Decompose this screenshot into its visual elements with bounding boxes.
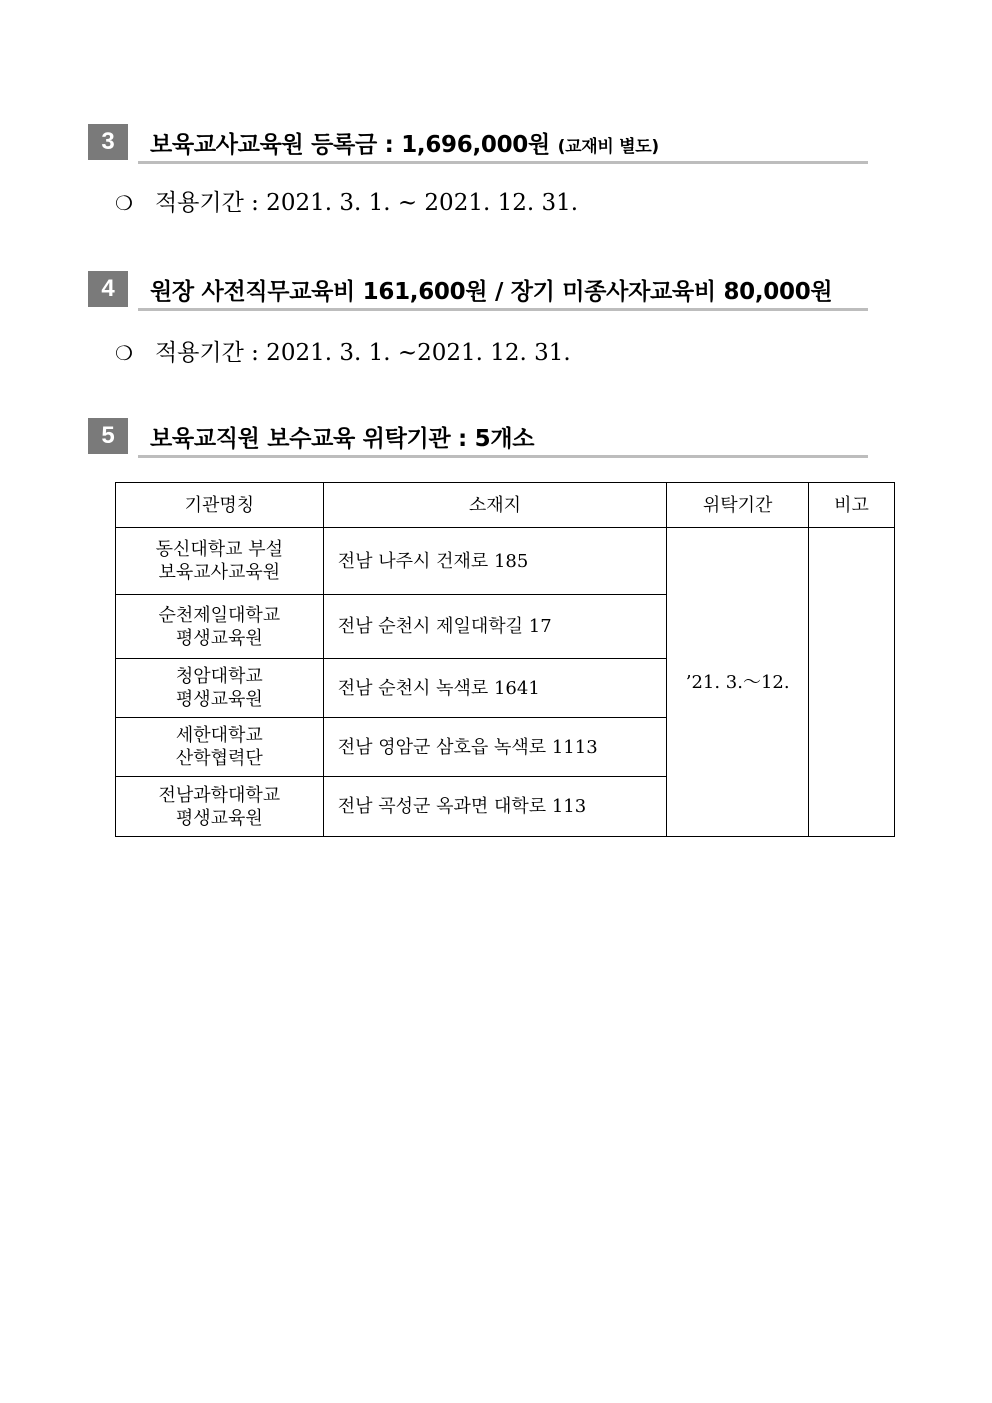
section-5-header — [88, 418, 868, 458]
institution-table — [115, 482, 895, 837]
address-cell: 전남 나주시 건재로 185 — [323, 528, 667, 595]
bullet-circle-icon: ❍ — [115, 341, 133, 365]
institution-name-cell — [116, 659, 324, 718]
section-title-text: 보육교직원 보수교육 위탁기관 : 5개소 — [150, 426, 535, 452]
institution-name-line: 산학협력단 — [175, 748, 263, 769]
period-cell: ’21. 3.～12. — [667, 528, 809, 837]
institution-name-line: 보육교사교육원 — [158, 562, 281, 583]
institution-name-cell — [116, 595, 324, 659]
institution-name-line: 평생교육원 — [175, 807, 263, 829]
header-name: 기관명칭 — [116, 483, 324, 528]
section-3-bullet — [115, 184, 578, 217]
table-header-row — [116, 483, 895, 528]
section-number-badge: 4 — [88, 271, 128, 307]
section-3-header — [88, 124, 868, 164]
institution-name-line: 전남과학대학교 — [158, 784, 281, 806]
address-cell: 전남 곡성군 옥과면 대학로 113 — [323, 777, 667, 837]
section-underline — [138, 161, 868, 164]
institution-name-cell — [116, 718, 324, 777]
table-row — [116, 528, 895, 595]
address-cell: 전남 영암군 삼호읍 녹색로 1113 — [323, 718, 667, 777]
header-address: 소재지 — [323, 483, 667, 528]
section-number-badge: 5 — [88, 418, 128, 454]
header-note: 비고 — [809, 483, 895, 528]
bullet-text: 적용기간 : 2021. 3. 1. ~ 2021. 12. 31. — [154, 190, 579, 216]
section-4-bullet — [115, 334, 571, 367]
section-4-header — [88, 271, 868, 311]
section-title-text: 원장 사전직무교육비 161,600원 / 장기 미종사자교육비 80,000원 — [150, 279, 833, 305]
institution-name-cell — [116, 528, 324, 595]
address-cell: 전남 순천시 제일대학길 17 — [323, 595, 667, 659]
section-title — [150, 126, 659, 159]
section-title — [150, 273, 832, 306]
bullet-text: 적용기간 : 2021. 3. 1. ~2021. 12. 31. — [154, 340, 571, 366]
section-title — [150, 420, 534, 453]
section-title-note: (교재비 별도) — [557, 137, 659, 157]
institution-name-line: 세한대학교 — [175, 725, 263, 746]
address-cell: 전남 순천시 녹색로 1641 — [323, 659, 667, 718]
section-title-text: 보육교사교육원 등록금 : 1,696,000원 — [150, 132, 550, 158]
institution-name-line: 청암대학교 — [175, 666, 263, 687]
institution-name-line: 동신대학교 부설 — [155, 539, 284, 560]
institution-name-line: 평생교육원 — [175, 627, 263, 649]
institution-name-line: 순천제일대학교 — [158, 604, 281, 626]
section-underline — [138, 455, 868, 458]
institution-name-cell — [116, 777, 324, 837]
section-number-badge: 3 — [88, 124, 128, 160]
header-period: 위탁기간 — [667, 483, 809, 528]
note-cell — [809, 528, 895, 837]
bullet-circle-icon: ❍ — [115, 191, 133, 215]
section-underline — [138, 308, 868, 311]
institution-name-line: 평생교육원 — [175, 689, 263, 710]
